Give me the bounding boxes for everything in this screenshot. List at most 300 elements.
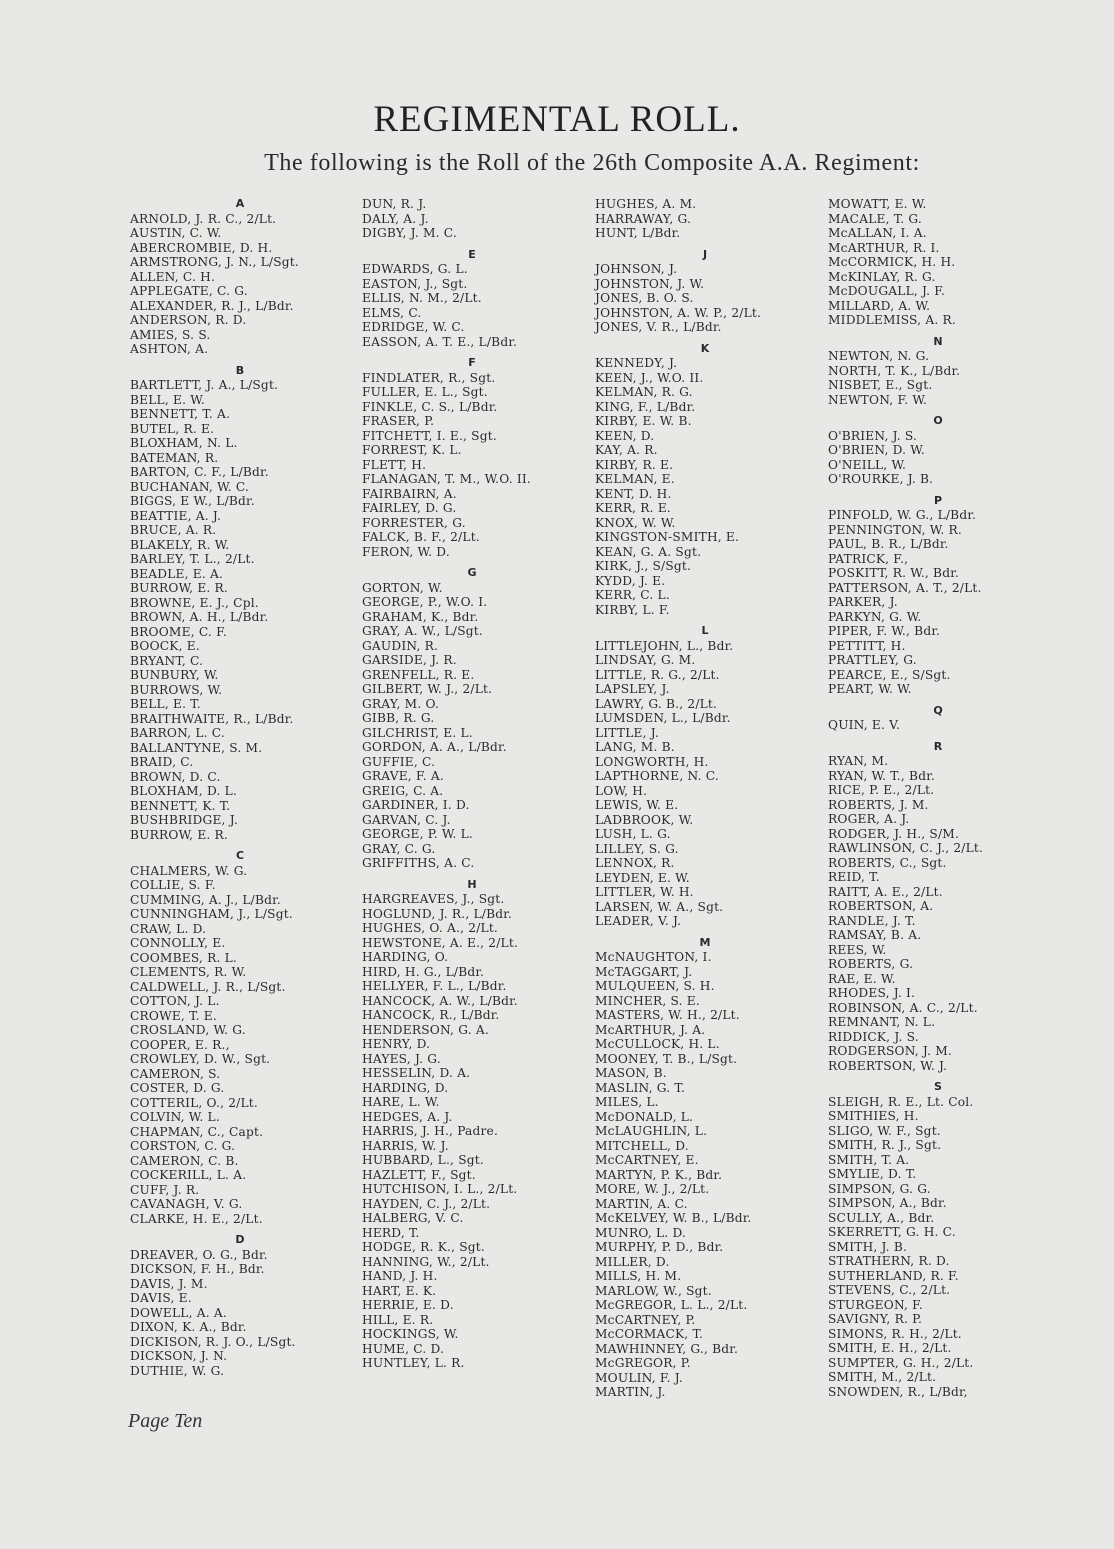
roll-entry: FAIRBAIRN, A. xyxy=(362,486,457,501)
roll-entry: MINCHER, S. E. xyxy=(595,993,700,1008)
roll-entry: RODGER, J. H., S/M. xyxy=(828,826,960,841)
section-gap xyxy=(828,733,1058,740)
roll-entry: BELL, E. W. xyxy=(130,392,205,407)
roll-entry: PETTITT, H. xyxy=(828,638,906,653)
roll-entry: GRENFELL, R. E. xyxy=(362,667,475,682)
roll-entry: PEARCE, E., S/Sgt. xyxy=(828,667,951,682)
roll-entry: GAUDIN, R. xyxy=(362,638,439,653)
roll-entry: DUTHIE, W. G. xyxy=(130,1363,225,1378)
roll-entry: PIPER, F. W., Bdr. xyxy=(828,624,941,638)
roll-entry: CAVANAGH, V. G. xyxy=(130,1197,243,1211)
roll-entry: BUSHBRIDGE, J. xyxy=(130,813,238,827)
roll-entry: CUFF, J. R. xyxy=(130,1182,200,1197)
roll-entry: McCARTNEY, E. xyxy=(595,1153,699,1167)
roll-entry: HOGLUND, J. R., L/Bdr. xyxy=(362,906,513,921)
roll-entry: HODGE, R. K., Sgt. xyxy=(362,1240,485,1254)
roll-entry: HENRY, D. xyxy=(362,1037,431,1051)
roll-entry: KEAN, G. A. Sgt. xyxy=(595,544,702,559)
roll-column-3 xyxy=(595,197,823,1400)
roll-entry: BARLEY, T. L., 2/Lt. xyxy=(130,552,255,566)
roll-entry: MOWATT, E. W. xyxy=(828,197,927,211)
roll-entry: MARLOW, W., Sgt. xyxy=(595,1283,712,1298)
roll-entry: KIRBY, E. W. B. xyxy=(595,414,692,428)
roll-entry: CAMERON, S. xyxy=(130,1066,221,1081)
roll-entry: ABERCROMBIE, D. H. xyxy=(130,240,273,255)
roll-entry: MULQUEEN, S. H. xyxy=(595,979,715,993)
roll-entry: LUSH, L. G. xyxy=(595,827,671,841)
roll-entry: DICKSON, J. N. xyxy=(130,1349,228,1363)
roll-entry: HARDING, D. xyxy=(362,1080,449,1095)
roll-entry: CUNNINGHAM, J., L/Sgt. xyxy=(130,907,293,921)
roll-entry: STURGEON, F. xyxy=(828,1297,924,1312)
subtitle: The following is the Roll of the 26th Composite A.A. Regiment: xyxy=(264,150,920,176)
roll-entry: BLAKELY, R. W. xyxy=(130,537,230,552)
roll-entry: COTTERIL, O., 2/Lt. xyxy=(130,1095,258,1110)
roll-entry: GARVAN, C. J. xyxy=(362,812,451,827)
roll-entry: KERR, C. L. xyxy=(595,588,670,602)
roll-entry: BLOXHAM, N. L. xyxy=(130,436,238,450)
roll-entry: DUN, R. J. xyxy=(362,197,427,211)
roll-entry: MARTYN, P. K., Bdr. xyxy=(595,1167,723,1182)
roll-entry: PATTERSON, A. T., 2/Lt. xyxy=(828,580,982,595)
roll-entry: SMITH, E. H., 2/Lt. xyxy=(828,1341,952,1355)
roll-entry: SCULLY, A., Bdr. xyxy=(828,1210,935,1225)
roll-entry: ALEXANDER, R. J., L/Bdr. xyxy=(130,298,294,313)
roll-entry: COOPER, E. R., xyxy=(130,1037,230,1052)
roll-entry: ARNOLD, J. R. C., 2/Lt. xyxy=(130,211,277,226)
roll-entry: HUME, C. D. xyxy=(362,1341,445,1356)
roll-entry: ROBERTSON, A. xyxy=(828,899,934,913)
section-gap xyxy=(595,335,823,342)
roll-column-1 xyxy=(130,197,355,1378)
roll-entry: McKELVEY, W. B., L/Bdr. xyxy=(595,1211,752,1225)
page-number: Page Ten xyxy=(128,1410,203,1432)
roll-entry: MARTIN, A. C. xyxy=(595,1196,688,1211)
section-gap xyxy=(362,871,587,878)
roll-entry: LEYDEN, E. W. xyxy=(595,870,690,885)
roll-entry: FINKLE, C. S., L/Bdr. xyxy=(362,399,498,414)
roll-entry: GEORGE, P., W.O. I. xyxy=(362,595,488,609)
roll-entry: BARTLETT, J. A., L/Sgt. xyxy=(130,378,279,392)
roll-entry: DREAVER, O. G., Bdr. xyxy=(130,1247,268,1262)
roll-entry: DOWELL, A. A. xyxy=(130,1305,227,1320)
roll-entry: KINGSTON-SMITH, E. xyxy=(595,530,740,544)
roll-entry: RICE, P. E., 2/Lt. xyxy=(828,783,935,797)
roll-entry: BROWN, A. H., L/Bdr. xyxy=(130,610,269,624)
roll-entry: GARSIDE, J. R. xyxy=(362,653,457,667)
roll-entry: SAVIGNY, R. P. xyxy=(828,1312,923,1326)
roll-entry: FRASER, P. xyxy=(362,414,435,428)
roll-entry: MILLS, H. M. xyxy=(595,1269,682,1283)
roll-entry: KAY, A. R. xyxy=(595,443,658,457)
roll-entry: PARKYN, G. W. xyxy=(828,609,922,624)
roll-entry: MILLARD, A. W. xyxy=(828,298,931,313)
roll-entry: BEADLE, E. A. xyxy=(130,566,224,581)
roll-entry: RAMSAY, B. A. xyxy=(828,928,922,942)
section-letter-k: K xyxy=(700,341,710,355)
roll-entry: LILLEY, S. G. xyxy=(595,841,679,856)
section-gap xyxy=(828,1073,1058,1080)
roll-entry: MARTIN, J. xyxy=(595,1385,666,1399)
section-letter-q: Q xyxy=(933,703,943,717)
roll-entry: LITTLEJOHN, L., Bdr. xyxy=(595,638,734,653)
roll-entry: HALBERG, V. C. xyxy=(362,1211,464,1225)
roll-entry: SMITH, M., 2/Lt. xyxy=(828,1370,937,1384)
roll-entry: HANCOCK, R., L/Bdr. xyxy=(362,1008,500,1022)
roll-entry: RYAN, M. xyxy=(828,754,889,768)
roll-column-2 xyxy=(362,197,587,1371)
roll-entry: EDRIDGE, W. C. xyxy=(362,320,465,334)
roll-entry: RAWLINSON, C. J., 2/Lt. xyxy=(828,841,984,855)
roll-column-4 xyxy=(828,197,1058,1399)
roll-entry: CROWLEY, D. W., Sgt. xyxy=(130,1052,271,1066)
roll-entry: MASON, B. xyxy=(595,1066,667,1080)
roll-entry: LEWIS, W. E. xyxy=(595,798,679,812)
roll-entry: PEART, W. W. xyxy=(828,682,912,696)
roll-entry: GORTON, W. xyxy=(362,580,443,595)
roll-entry: CAMERON, C. B. xyxy=(130,1153,239,1168)
roll-entry: PENNINGTON, W. R. xyxy=(828,522,962,537)
roll-entry: EASSON, A. T. E., L/Bdr. xyxy=(362,334,518,349)
roll-entry: PARKER, J. xyxy=(828,595,898,609)
roll-entry: ELLIS, N. M., 2/Lt. xyxy=(362,291,482,305)
roll-entry: JONES, B. O. S. xyxy=(595,291,694,305)
roll-entry: MAWHINNEY, G., Bdr. xyxy=(595,1341,739,1356)
roll-entry: ROGER, A. J. xyxy=(828,812,910,826)
section-letter-m: M xyxy=(699,935,711,949)
roll-entry: KELMAN, R. G. xyxy=(595,385,693,399)
roll-entry: McGREGOR, L. L., 2/Lt. xyxy=(595,1298,748,1312)
roll-entry: LANG, M. B. xyxy=(595,740,675,754)
roll-entry: JOHNSTON, A. W. P., 2/Lt. xyxy=(595,305,762,320)
roll-entry: HEDGES, A. J. xyxy=(362,1109,453,1124)
roll-entry: RYAN, W. T., Bdr. xyxy=(828,768,935,783)
roll-entry: McLAUGHLIN, L. xyxy=(595,1124,708,1138)
roll-entry: CLEMENTS, R. W. xyxy=(130,965,247,979)
roll-entry: HARRIS, W. J. xyxy=(362,1138,449,1153)
roll-entry: EASTON, J., Sgt. xyxy=(362,276,468,291)
roll-entry: HARDING, O. xyxy=(362,950,449,964)
roll-entry: BUTEL, R. E. xyxy=(130,421,215,436)
section-gap xyxy=(130,357,355,364)
roll-entry: GRIFFITHS, A. C. xyxy=(362,856,475,870)
roll-entry: SLIGO, W. F., Sgt. xyxy=(828,1123,941,1138)
roll-entry: BUCHANAN, W. C. xyxy=(130,479,249,494)
roll-entry: RAE, E. W. xyxy=(828,971,896,986)
roll-entry: HENDERSON, G. A. xyxy=(362,1022,489,1037)
roll-entry: O'BRIEN, J. S. xyxy=(828,428,918,443)
roll-entry: FLETT, H. xyxy=(362,457,427,472)
section-letter-e: E xyxy=(468,247,476,261)
roll-entry: McALLAN, I. A. xyxy=(828,226,927,240)
roll-entry: BARRON, L. C. xyxy=(130,726,225,740)
section-letter-l: L xyxy=(701,624,709,637)
roll-entry: FLANAGAN, T. M., W.O. II. xyxy=(362,472,531,486)
roll-entry: FINDLATER, R., Sgt. xyxy=(362,370,496,385)
roll-entry: GEORGE, P. W. L. xyxy=(362,827,473,841)
roll-entry: GUFFIE, C. xyxy=(362,754,436,769)
roll-entry: McCULLOCK, H. L. xyxy=(595,1037,720,1051)
roll-entry: McNAUGHTON, I. xyxy=(595,950,712,964)
roll-entry: ROBERTS, G. xyxy=(828,957,914,971)
roll-entry: RANDLE, J. T. xyxy=(828,913,916,928)
roll-entry: GIBB, R. G. xyxy=(362,711,435,725)
roll-entry: MILLER, D. xyxy=(595,1254,670,1269)
roll-entry: KYDD, J. E. xyxy=(595,573,666,588)
section-letter-b: B xyxy=(235,363,245,377)
roll-entry: McARTHUR, J. A. xyxy=(595,1022,706,1037)
roll-entry: PAUL, B. R., L/Bdr. xyxy=(828,537,949,551)
roll-entry: MURPHY, P. D., Bdr. xyxy=(595,1240,724,1254)
roll-entry: SIMPSON, G. G. xyxy=(828,1181,931,1196)
roll-entry: FULLER, E. L., Sgt. xyxy=(362,385,488,399)
roll-entry: AUSTIN, C. W. xyxy=(130,226,222,240)
roll-entry: DICKSON, F. H., Bdr. xyxy=(130,1262,265,1276)
roll-entry: HAYDEN, C. J., 2/Lt. xyxy=(362,1196,491,1211)
roll-entry: ROBERTSON, W. J. xyxy=(828,1058,948,1073)
roll-entry: KIRBY, R. E. xyxy=(595,457,674,472)
section-gap xyxy=(362,241,587,248)
roll-entry: PRATTLEY, G. xyxy=(828,653,917,667)
roll-entry: POSKITT, R. W., Bdr. xyxy=(828,566,959,580)
roll-entry: COLLIE, S. F. xyxy=(130,878,216,892)
roll-entry: FITCHETT, I. E., Sgt. xyxy=(362,428,497,443)
roll-entry: FAIRLEY, D. G. xyxy=(362,501,457,515)
roll-entry: HILL, E. R. xyxy=(362,1312,434,1327)
roll-entry: CONNOLLY, E. xyxy=(130,936,226,950)
roll-entry: HIRD, H. G., L/Bdr. xyxy=(362,964,485,979)
roll-entry: BURROWS, W. xyxy=(130,682,223,697)
roll-entry: BEATTIE, A. J. xyxy=(130,508,222,523)
roll-entry: LAWRY, G. B., 2/Lt. xyxy=(595,696,718,711)
roll-entry: LOW, H. xyxy=(595,783,648,798)
roll-entry: BENNETT, K. T. xyxy=(130,798,231,813)
roll-entry: STRATHERN, R. D. xyxy=(828,1254,950,1268)
roll-entry: GILCHRIST, E. L. xyxy=(362,725,473,740)
roll-entry: SKERRETT, G. H. C. xyxy=(828,1225,956,1239)
roll-entry: BIGGS, E W., L/Bdr. xyxy=(130,494,255,508)
roll-entry: LITTLER, W. H. xyxy=(595,885,694,899)
roll-entry: ROBINSON, A. C., 2/Lt. xyxy=(828,1000,978,1015)
roll-entry: HAYES, J. G. xyxy=(362,1051,441,1066)
roll-entry: GRAY, A. W., L/Sgt. xyxy=(362,624,483,638)
roll-entry: MUNRO, L. D. xyxy=(595,1225,687,1240)
roll-entry: ASHTON, A. xyxy=(130,342,209,356)
roll-entry: REES, W. xyxy=(828,942,887,957)
roll-entry: FERON, W. D. xyxy=(362,544,450,559)
roll-entry: O'ROURKE, J. B. xyxy=(828,472,934,486)
roll-entry: McDOUGALL, J. F. xyxy=(828,284,946,298)
roll-entry: BUNBURY, W. xyxy=(130,668,219,682)
roll-entry: SIMPSON, A., Bdr. xyxy=(828,1196,947,1210)
roll-entry: HUBBARD, L., Sgt. xyxy=(362,1153,484,1167)
roll-entry: BURROW, E. R. xyxy=(130,581,229,595)
roll-entry: MILES, L. xyxy=(595,1095,659,1109)
roll-entry: BARTON, C. F., L/Bdr. xyxy=(130,465,269,479)
roll-entry: O'BRIEN, D. W. xyxy=(828,443,925,457)
roll-entry: SNOWDEN, R., L/Bdr, xyxy=(828,1384,968,1399)
roll-entry: HANNING, W., 2/Lt. xyxy=(362,1254,490,1269)
roll-entry: CROWE, T. E. xyxy=(130,1008,217,1023)
roll-entry: HUTCHISON, I. L., 2/Lt. xyxy=(362,1182,518,1196)
roll-entry: LENNOX, R. xyxy=(595,856,675,870)
roll-entry: CORSTON, C. G. xyxy=(130,1139,236,1153)
roll-entry: GORDON, A. A., L/Bdr. xyxy=(362,740,507,754)
roll-entry: LAPTHORNE, N. C. xyxy=(595,769,719,783)
section-letter-s: S xyxy=(934,1080,942,1093)
roll-entry: SLEIGH, R. E., Lt. Col. xyxy=(828,1094,974,1109)
roll-entry: MITCHELL, D. xyxy=(595,1138,689,1153)
roll-entry: BALLANTYNE, S. M. xyxy=(130,740,263,755)
roll-entry: MIDDLEMISS, A. R. xyxy=(828,313,956,327)
roll-entry: RODGERSON, J. M. xyxy=(828,1044,952,1058)
roll-entry: BLOXHAM, D. L. xyxy=(130,784,238,798)
roll-entry: LADBROOK, W. xyxy=(595,812,694,827)
roll-entry: LINDSAY, G. M. xyxy=(595,653,696,667)
roll-entry: BROWN, D. C. xyxy=(130,769,221,784)
roll-entry: HUNTLEY, L. R. xyxy=(362,1356,465,1370)
roll-entry: LAPSLEY, J. xyxy=(595,682,670,696)
roll-entry: KELMAN, E. xyxy=(595,472,675,486)
roll-entry: MASLIN, G. T. xyxy=(595,1080,686,1095)
roll-entry: ALLEN, C. H. xyxy=(130,269,216,284)
roll-entry: BOOCK, E. xyxy=(130,639,200,653)
roll-entry: NEWTON, F. W. xyxy=(828,392,928,407)
section-gap xyxy=(130,842,355,849)
roll-entry: HUNT, L/Bdr. xyxy=(595,226,681,240)
roll-entry: EDWARDS, G. L. xyxy=(362,262,468,276)
roll-entry: COCKERILL, L. A. xyxy=(130,1168,247,1182)
roll-entry: ROBERTS, J. M. xyxy=(828,797,929,812)
roll-entry: STEVENS, C., 2/Lt. xyxy=(828,1283,951,1297)
roll-entry: BENNETT, T. A. xyxy=(130,407,231,421)
roll-entry: DIXON, K. A., Bdr. xyxy=(130,1320,247,1334)
roll-entry: HARRIS, J. H., Padre. xyxy=(362,1124,499,1138)
section-letter-d: D xyxy=(235,1233,245,1246)
roll-entry: SMYLIE, D. T. xyxy=(828,1167,917,1181)
roll-entry: McDONALD, L. xyxy=(595,1109,694,1124)
roll-entry: BRAID, C. xyxy=(130,755,194,769)
roll-entry: HOCKINGS, W. xyxy=(362,1327,459,1341)
section-letter-c: C xyxy=(235,849,245,862)
roll-entry: SMITH, R. J., Sgt. xyxy=(828,1138,942,1152)
section-letter-j: J xyxy=(702,247,708,261)
section-gap xyxy=(595,929,823,936)
roll-entry: QUIN, E. V. xyxy=(828,718,901,732)
roll-entry: COSTER, D. G. xyxy=(130,1081,225,1095)
roll-entry: AMIES, S. S. xyxy=(130,327,211,342)
roll-entry: KERR, R. E. xyxy=(595,501,671,515)
roll-entry: REID, T. xyxy=(828,870,880,884)
roll-entry: LITTLE, R. G., 2/Lt. xyxy=(595,667,720,682)
roll-entry: JOHNSTON, J. W. xyxy=(595,276,705,291)
roll-entry: CLARKE, H. E., 2/Lt. xyxy=(130,1211,263,1226)
roll-entry: CRAW, L. D. xyxy=(130,921,207,936)
roll-entry: HEWSTONE, A. E., 2/Lt. xyxy=(362,935,519,950)
roll-entry: ROBERTS, C., Sgt. xyxy=(828,855,947,870)
section-gap xyxy=(828,487,1058,494)
section-letter-o: O xyxy=(933,414,943,427)
section-gap xyxy=(595,617,823,624)
roll-entry: GRAY, C. G. xyxy=(362,841,436,856)
roll-entry: COOMBES, R. L. xyxy=(130,950,237,965)
section-letter-h: H xyxy=(467,877,477,891)
roll-entry: McTAGGART, J. xyxy=(595,964,693,979)
roll-entry: GREIG, C. A. xyxy=(362,783,444,798)
roll-entry: REMNANT, N. L. xyxy=(828,1015,936,1029)
roll-entry: FORREST, K. L. xyxy=(362,443,462,457)
section-letter-r: R xyxy=(933,739,943,753)
roll-entry: DAVIS, E. xyxy=(130,1291,192,1305)
roll-entry: HARRAWAY, G. xyxy=(595,211,692,226)
roll-entry: MASTERS, W. H., 2/Lt. xyxy=(595,1008,740,1022)
roll-entry: SIMONS, R. H., 2/Lt. xyxy=(828,1326,962,1341)
roll-entry: HERRIE, E. D. xyxy=(362,1298,454,1312)
roll-entry: CHAPMAN, C., Capt. xyxy=(130,1124,264,1139)
roll-entry: COTTON, J. L. xyxy=(130,994,220,1008)
roll-entry: BURROW, E. R. xyxy=(130,827,229,842)
roll-entry: KEEN, J., W.O. II. xyxy=(595,370,704,385)
roll-entry: LUMSDEN, L., L/Bdr. xyxy=(595,711,731,725)
roll-entry: KENT, D. H. xyxy=(595,486,672,501)
roll-entry: PATRICK, F., xyxy=(828,551,909,566)
section-gap xyxy=(828,407,1058,414)
roll-entry: NORTH, T. K., L/Bdr. xyxy=(828,363,961,378)
section-letter-g: G xyxy=(467,566,477,579)
roll-entry: HAZLETT, F., Sgt. xyxy=(362,1167,476,1182)
roll-entry: JONES, V. R., L/Bdr. xyxy=(595,320,722,334)
roll-entry: MOONEY, T. B., L/Sgt. xyxy=(595,1051,738,1066)
roll-entry: BROWNE, E. J., Cpl. xyxy=(130,595,259,610)
roll-entry: KING, F., L/Bdr. xyxy=(595,399,696,414)
roll-entry: MOULIN, F. J. xyxy=(595,1370,683,1385)
roll-entry: LEADER, V. J. xyxy=(595,914,682,928)
roll-entry: McCORMACK, T. xyxy=(595,1327,704,1341)
roll-entry: MORE, W. J., 2/Lt. xyxy=(595,1182,710,1196)
roll-entry: COLVIN, W. L. xyxy=(130,1110,220,1124)
roll-entry: JOHNSON, J. xyxy=(595,262,678,276)
roll-entry: SMITH, T. A. xyxy=(828,1152,910,1167)
roll-entry: SUMPTER, G. H., 2/Lt. xyxy=(828,1355,974,1370)
roll-entry: NISBET, E., Sgt. xyxy=(828,378,933,392)
roll-entry: HART, E. K. xyxy=(362,1283,437,1298)
roll-entry: BELL, E. T. xyxy=(130,697,201,711)
roll-entry: HUGHES, O. A., 2/Lt. xyxy=(362,921,498,935)
roll-entry: SMITHIES, H. xyxy=(828,1109,919,1123)
roll-entry: KENNEDY, J. xyxy=(595,356,678,370)
roll-entry: SUTHERLAND, R. F. xyxy=(828,1268,959,1283)
roll-entry: FORRESTER, G. xyxy=(362,515,466,530)
roll-entry: CALDWELL, J. R., L/Sgt. xyxy=(130,979,286,994)
roll-entry: KEEN, D. xyxy=(595,428,655,443)
roll-entry: DAVIS, J. M. xyxy=(130,1276,208,1291)
roll-entry: GRAY, M. O. xyxy=(362,696,440,711)
roll-entry: APPLEGATE, C. G. xyxy=(130,284,248,298)
roll-entry: HARGREAVES, J., Sgt. xyxy=(362,892,505,906)
roll-entry: DIGBY, J. M. C. xyxy=(362,226,457,240)
roll-entry: DICKISON, R. J. O., L/Sgt. xyxy=(130,1334,296,1349)
roll-entry: ANDERSON, R. D. xyxy=(130,313,247,327)
roll-entry: LARSEN, W. A., Sgt. xyxy=(595,899,724,914)
section-letter-p: P xyxy=(933,493,943,507)
section-letter-n: N xyxy=(933,334,943,348)
roll-entry: RIDDICK, J. S. xyxy=(828,1029,919,1044)
roll-entry: CROSLAND, W. G. xyxy=(130,1023,246,1037)
roll-entry: McCARTNEY, P. xyxy=(595,1312,696,1327)
roll-entry: CUMMING, A. J., L/Bdr. xyxy=(130,892,281,907)
section-gap xyxy=(362,349,587,356)
section-gap xyxy=(362,559,587,566)
